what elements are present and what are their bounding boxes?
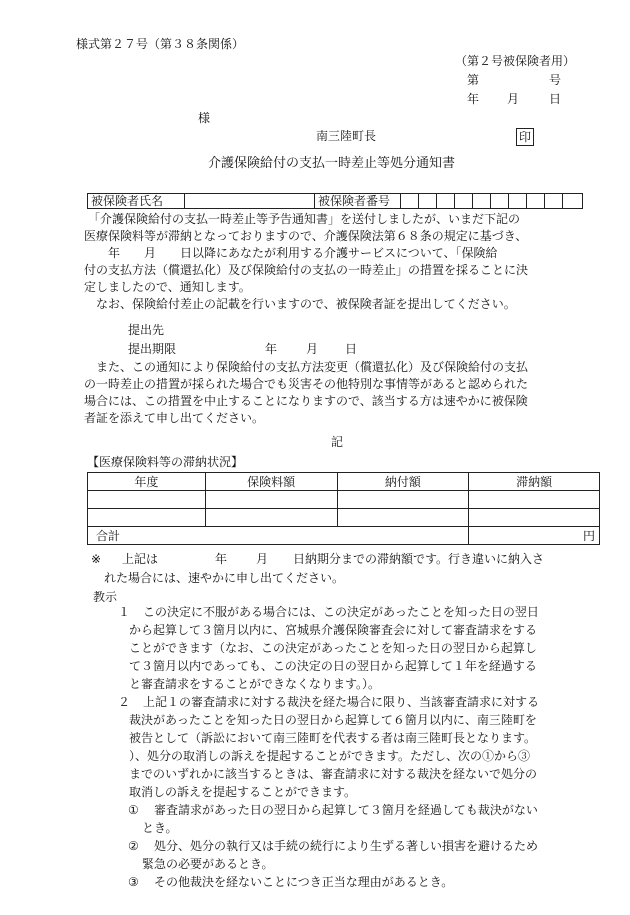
body-line: 者証を添えて申し出てください。 xyxy=(84,411,265,425)
form-number: 様式第２７号（第３８条関係） xyxy=(76,37,245,51)
body-paragraph-1 xyxy=(84,211,594,313)
submit-month: 月 xyxy=(306,342,319,356)
name-label: 被保険者氏名 xyxy=(88,194,185,208)
instruction-line: て３箇月以内であっても、この決定の日の翌日から起算して１年を経過する xyxy=(129,659,537,673)
table-cell xyxy=(88,509,206,527)
addressee-suffix: 様 xyxy=(198,111,211,125)
total-label: 合計 xyxy=(88,527,469,545)
body-line: 年 月 日以降にあなたが利用する介護サービスについて、「保険給 xyxy=(84,246,498,260)
submit-place-label: 提出先 xyxy=(128,323,165,337)
instruction-num: ２ xyxy=(118,695,131,709)
digit-cell xyxy=(509,194,527,208)
table-cell xyxy=(337,491,469,509)
body-line: の一時差止の措置が採られた場合でも災害その他特別な事情等があると認められた xyxy=(84,377,529,391)
digit-cell xyxy=(419,194,437,208)
sub-item-line: 審査請求があった日の翌日から起算して３箇月を経過しても裁決がない xyxy=(154,803,538,817)
arrears-heading: 【医療保険料等の滞納状況】 xyxy=(87,455,244,469)
table-cell xyxy=(469,491,600,509)
instruction-line: 取消しの訴えを提起することができます。 xyxy=(129,785,357,799)
seal-mark xyxy=(516,128,534,146)
instruction-line: 裁決があったことを知った日の翌日から起算して６箇月以内に、南三陸町を xyxy=(129,713,537,727)
seal-char: 印 xyxy=(516,128,534,146)
ki-mark: 記 xyxy=(331,435,344,449)
table-header-row xyxy=(88,473,600,491)
body-paragraph-2 xyxy=(84,359,594,427)
date-year: 年 xyxy=(467,92,480,106)
instruction-num: １ xyxy=(118,605,131,619)
instruction-line: ）、処分の取消しの訴えを提起することができます。ただし、次の①から③ xyxy=(129,749,531,763)
instruction-line: 上記１の審査請求に対する裁決を経た場合に限り、当該審査請求に対する xyxy=(143,695,540,709)
table-total-row xyxy=(88,527,600,545)
col-header-year: 年度 xyxy=(88,473,206,491)
col-header-arrears: 滞納額 xyxy=(469,473,600,491)
body-line: また、この通知により保険給付の支払方法変更（償還払化）及び保険給付の支払 xyxy=(84,360,529,374)
table-row xyxy=(88,491,600,509)
digit-cell xyxy=(563,194,582,208)
instruction-line: この決定に不服がある場合には、この決定があったことを知った日の翌日 xyxy=(143,605,539,619)
note-year: 年 xyxy=(215,552,228,566)
digit-cell xyxy=(491,194,509,208)
table-cell xyxy=(88,491,206,509)
note-month: 月 xyxy=(256,552,269,566)
name-value-cell xyxy=(185,194,315,208)
submit-deadline-label: 提出期限 xyxy=(128,342,177,356)
digit-cell xyxy=(527,194,545,208)
table-cell xyxy=(469,509,600,527)
note-mark: ※ xyxy=(91,552,102,566)
note-text-a: 上記は xyxy=(122,552,159,566)
instruction-line: までのいずれかに該当するときは、審査請求に対する裁決を経ないで処分の xyxy=(129,767,538,781)
sub-item-line: 緊急の必要があるとき。 xyxy=(142,857,274,871)
instruction-line: ことができます（なお、この決定があったことを知った日の翌日から起算し xyxy=(129,641,537,655)
body-line: 付の支払方法（償還払化）及び保険給付の支払の一時差止」の措置を採ることに決 xyxy=(84,263,529,277)
sub-item-line: とき。 xyxy=(142,821,178,835)
number-label: 被保険者番号 xyxy=(315,194,401,208)
note-text-b: 日納期分までの滞納額です。行き違いに納入さ xyxy=(293,552,545,566)
body-line: 場合には、この措置を中止することになりますので、該当する方は速やかに被保険 xyxy=(84,394,528,408)
copy-note: （第２号被保険者用） xyxy=(455,54,576,68)
total-unit: 円 xyxy=(469,527,600,545)
instruction-line: と審査請求をすることができなくなります。）。 xyxy=(129,677,381,691)
table-cell xyxy=(205,491,337,509)
digit-cell xyxy=(437,194,455,208)
number-prefix: 第 xyxy=(467,73,480,87)
date-day: 日 xyxy=(549,92,562,106)
instruction-line: 被告として（訴訟において南三陸町を代表する者は南三陸町長となります。 xyxy=(129,731,537,745)
table-cell xyxy=(205,509,337,527)
col-header-paid: 納付額 xyxy=(337,473,469,491)
digit-cell xyxy=(401,194,419,208)
digit-cell xyxy=(473,194,491,208)
sub-item-line: その他裁決を経ないことにつき正当な理由があるとき。 xyxy=(154,875,454,889)
table-cell xyxy=(337,509,469,527)
date-month: 月 xyxy=(507,92,520,106)
sub-item-mark: ② xyxy=(128,839,139,853)
submit-day: 日 xyxy=(345,342,358,356)
issuer: 南三陸町長 xyxy=(316,129,377,143)
doc-title: 介護保険給付の支払一時差止等処分通知書 xyxy=(208,156,456,171)
note-line-2: れた場合には、速やかに申し出てください。 xyxy=(104,571,345,585)
sub-item-line: 処分、処分の執行又は手続の続行により生ずる著しい損害を避けるため xyxy=(154,839,539,853)
body-line: 定しましたので、通知します。 xyxy=(84,280,251,294)
arrears-table xyxy=(87,472,600,545)
col-header-premium: 保険料額 xyxy=(205,473,337,491)
body-line: 「介護保険給付の支払一時差止等予告通知書」を送付しましたが、いまだ下記の xyxy=(88,212,521,226)
digit-cell xyxy=(455,194,473,208)
sub-item-mark: ① xyxy=(128,803,139,817)
table-row xyxy=(88,509,600,527)
insured-id-table xyxy=(87,193,583,209)
instruction-label: 教示 xyxy=(93,590,118,604)
number-suffix: 号 xyxy=(549,73,562,87)
body-line: なお、保険給付差止の記載を行いますので、被保険者証を提出してください。 xyxy=(84,297,516,311)
instruction-line: から起算して３箇月以内に、宮城県介護保険審査会に対して審査請求をする xyxy=(129,623,538,637)
instruction-1 xyxy=(129,603,593,693)
submit-year: 年 xyxy=(265,342,278,356)
body-line: 医療保険料等が滞納となっておりますので、介護保険法第６８条の規定に基づき、 xyxy=(84,229,528,243)
sub-item-mark: ③ xyxy=(128,875,139,889)
instruction-2 xyxy=(129,693,593,801)
digit-cell xyxy=(545,194,563,208)
